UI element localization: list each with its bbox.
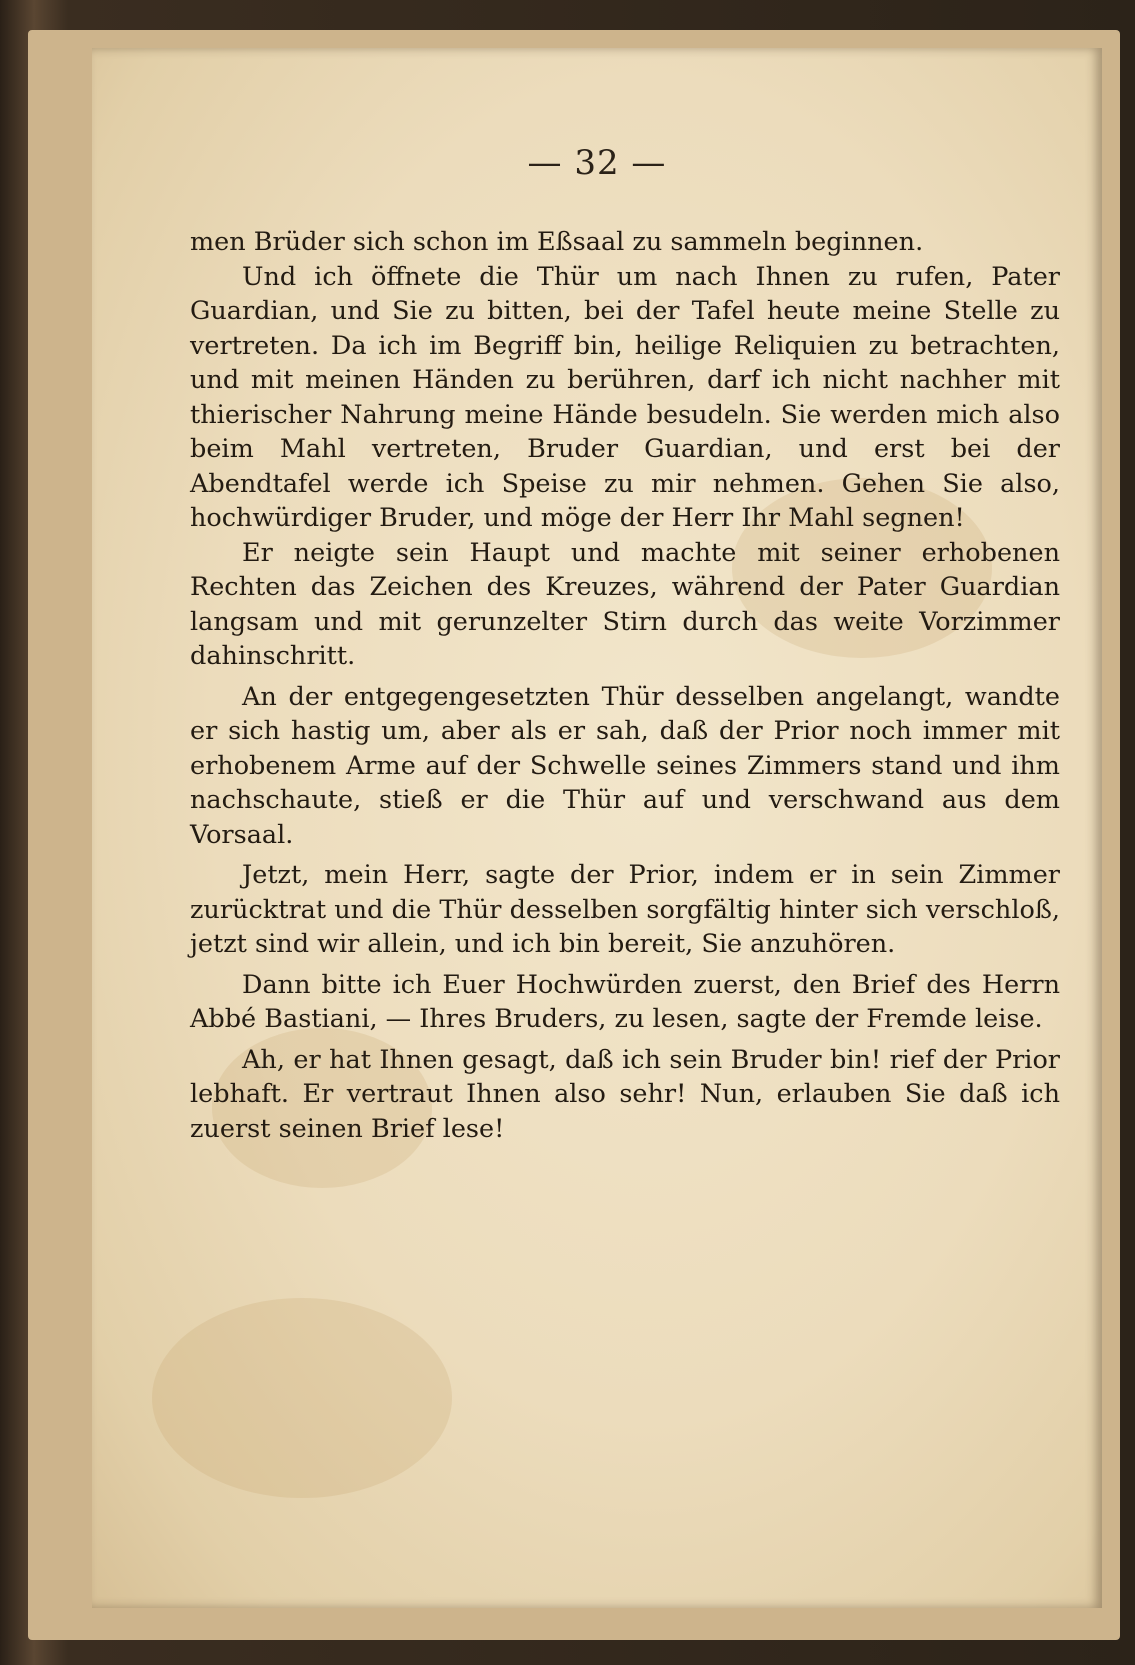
page-number: — 32 — bbox=[527, 143, 667, 183]
paragraph: Ah, er hat Ihnen gesagt, daß ich sein Bruder bin! rief der Prior lebhaft. Er vertraut Ihnen also sehr! Nun, erlauben Sie daß ich zuerst seinen Brief lese! bbox=[190, 1044, 1060, 1144]
paragraph: Und ich öffnete die Thür um nach Ihnen zu rufen, Pater Guardian, und Sie zu bitten, bei der Tafel heute meine Stelle zu vertreten. Da ich im Begriff bin, heilige Reliquien zu betrachten, und mit meinen Händen zu berühren, darf ich nicht nachher mit thierischer Nahrung meine Hände besudeln. Sie werden mich also beim Mahl vertreten, Bruder Guardian, und erst bei der Abendtafel werde ich Speise zu mir nehmen. Gehen Sie also, hochwürdiger Bruder, und möge der Herr Ihr Mahl segnen! bbox=[190, 261, 1060, 533]
paragraph: Jetzt, mein Herr, sagte der Prior, indem er in sein Zimmer zurücktrat und die Thür desselben sorgfältig hinter sich verschloß, jetzt sind wir allein, und ich bin bereit, Sie anzuhören. bbox=[190, 860, 1060, 959]
paragraph: men Brüder sich schon im Eßsaal zu sammeln beginnen. bbox=[190, 227, 924, 257]
paragraph: Dann bitte ich Euer Hochwürden zuerst, den Brief des Herrn Abbé Bastiani, — Ihres Bruders, zu lesen, sagte der Fremde leise. bbox=[190, 969, 1060, 1034]
paper-stain bbox=[152, 1298, 452, 1498]
body-text bbox=[190, 225, 1060, 1146]
paragraph: Er neigte sein Haupt und machte mit seiner erhobenen Rechten das Zeichen des Kreuzes, während der Pater Guardian langsam und mit gerunzelter Stirn durch das weite Vorzimmer dahinschritt. bbox=[190, 537, 1060, 671]
paragraph: An der entgegengesetzten Thür desselben angelangt, wandte er sich hastig um, aber als er sah, daß der Prior noch immer mit erhobenem Arme auf der Schwelle seines Zimmers stand und ihm nachschaute, stieß er die Thür auf und verschwand aus dem Vorsaal. bbox=[190, 681, 1060, 850]
